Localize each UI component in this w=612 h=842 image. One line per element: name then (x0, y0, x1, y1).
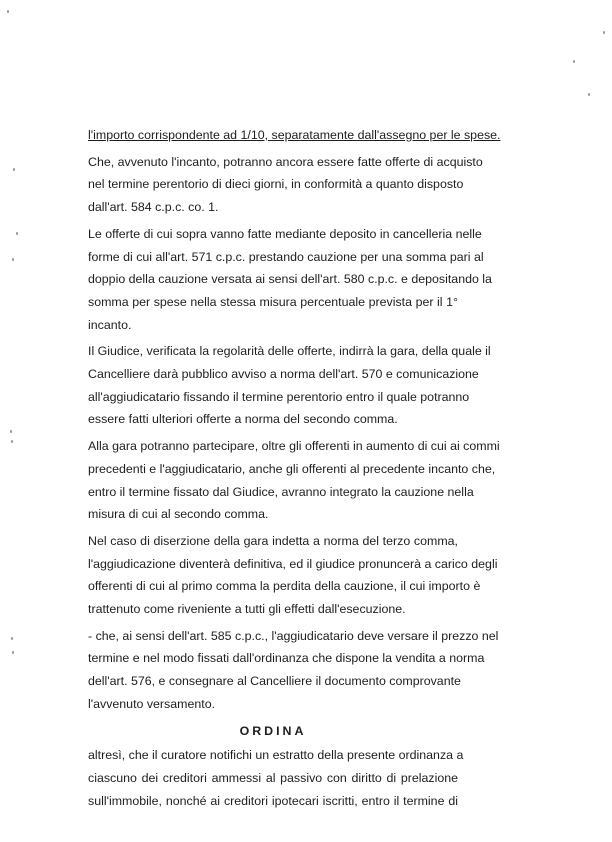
scan-speck (573, 60, 575, 63)
text-line: offerenti di cui al primo comma la perdita della cauzione, il cui importo è (88, 579, 481, 594)
text-line: trattenuto come riveniente a tutti gli effetti dall'esecuzione. (88, 602, 406, 617)
text-line: forme di cui all'art. 571 c.p.c. prestando cauzione per una somma pari al (88, 249, 484, 264)
text-line: dall'art. 584 c.p.c. co. 1. (88, 200, 219, 215)
text-line: entro il termine fissato dal Giudice, avranno integrato la cauzione nella (88, 484, 474, 499)
text-line: Alla gara potranno partecipare, oltre gli offerenti in aumento di cui ai commi (88, 439, 500, 454)
paragraph (88, 435, 500, 526)
underlined-line: l'importo corrispondente ad 1/10, separatamente dall'assegno per le spese. (88, 128, 501, 142)
scan-speck (7, 10, 9, 13)
paragraph (88, 124, 501, 147)
text-line: altresì, che il curatore notifichi un estratto della presente ordinanza a (88, 748, 464, 763)
text-line: ciascuno dei creditori ammessi al passivo con diritto di prelazione (88, 770, 458, 785)
text-line: termine e nel modo fissati dall'ordinanza che dispone la vendita a norma (88, 651, 485, 666)
text-line: incanto. (88, 317, 132, 332)
paragraph (88, 151, 483, 219)
text-line: doppio della cauzione versata ai sensi dell'art. 580 c.p.c. e depositando la (88, 272, 492, 287)
text-line: somma per spese nella stessa misura percentuale prevista per il 1° (88, 294, 458, 309)
text-line: l'aggiudicazione diventerà definitiva, ed il giudice pronuncerà a carico degli (88, 556, 498, 571)
scan-speck (588, 93, 590, 96)
text-line: l'avvenuto versamento. (88, 696, 216, 711)
scan-speck (10, 430, 12, 433)
section-heading: ORDINA (239, 723, 307, 738)
text-line: precedenti e l'aggiudicatario, anche gli offerenti al precedente incanto che, (88, 461, 496, 476)
paragraph (88, 340, 491, 431)
text-line: - che, ai sensi dell'art. 585 c.p.c., l'aggiudicatario deve versare il prezzo nel (88, 628, 499, 643)
text-line: dell'art. 576, e consegnare al Cancelliere il documento comprovante (88, 674, 461, 689)
text-line: Nel caso di diserzione della gara indetta a norma del terzo comma, (88, 533, 458, 548)
scan-speck (11, 637, 13, 640)
scan-speck (13, 168, 15, 171)
text-line: Il Giudice, verificata la regolarità delle offerte, indirrà la gara, della quale il (88, 344, 491, 359)
text-line: nel termine perentorio di dieci giorni, in conformità a quanto disposto (88, 177, 464, 192)
text-line: Cancelliere darà pubblico avviso a norma dell'art. 570 e comunicazione (88, 367, 479, 382)
text-line: sull'immobile, nonché ai creditori ipotecari iscritti, entro il termine di (88, 793, 458, 808)
text-line: all'aggiudicatario fissando il termine perentorio entro il quale potranno (88, 389, 470, 404)
document-body (88, 124, 501, 812)
text-line: essere fatti ulteriori offerte a norma del secondo comma. (88, 412, 398, 427)
scan-speck (603, 31, 605, 34)
paragraph (88, 625, 499, 716)
scan-speck (12, 258, 14, 261)
paragraph (88, 223, 492, 337)
scan-speck (12, 651, 14, 654)
scan-speck (16, 232, 18, 235)
text-line: Le offerte di cui sopra vanno fatte mediante deposito in cancelleria nelle (88, 226, 482, 241)
text-line: Che, avvenuto l'incanto, potranno ancora essere fatte offerte di acquisto (88, 154, 483, 169)
scan-speck (11, 440, 13, 443)
paragraph (88, 530, 498, 621)
text-line: misura di cui al secondo comma. (88, 507, 269, 522)
paragraph (88, 744, 464, 812)
